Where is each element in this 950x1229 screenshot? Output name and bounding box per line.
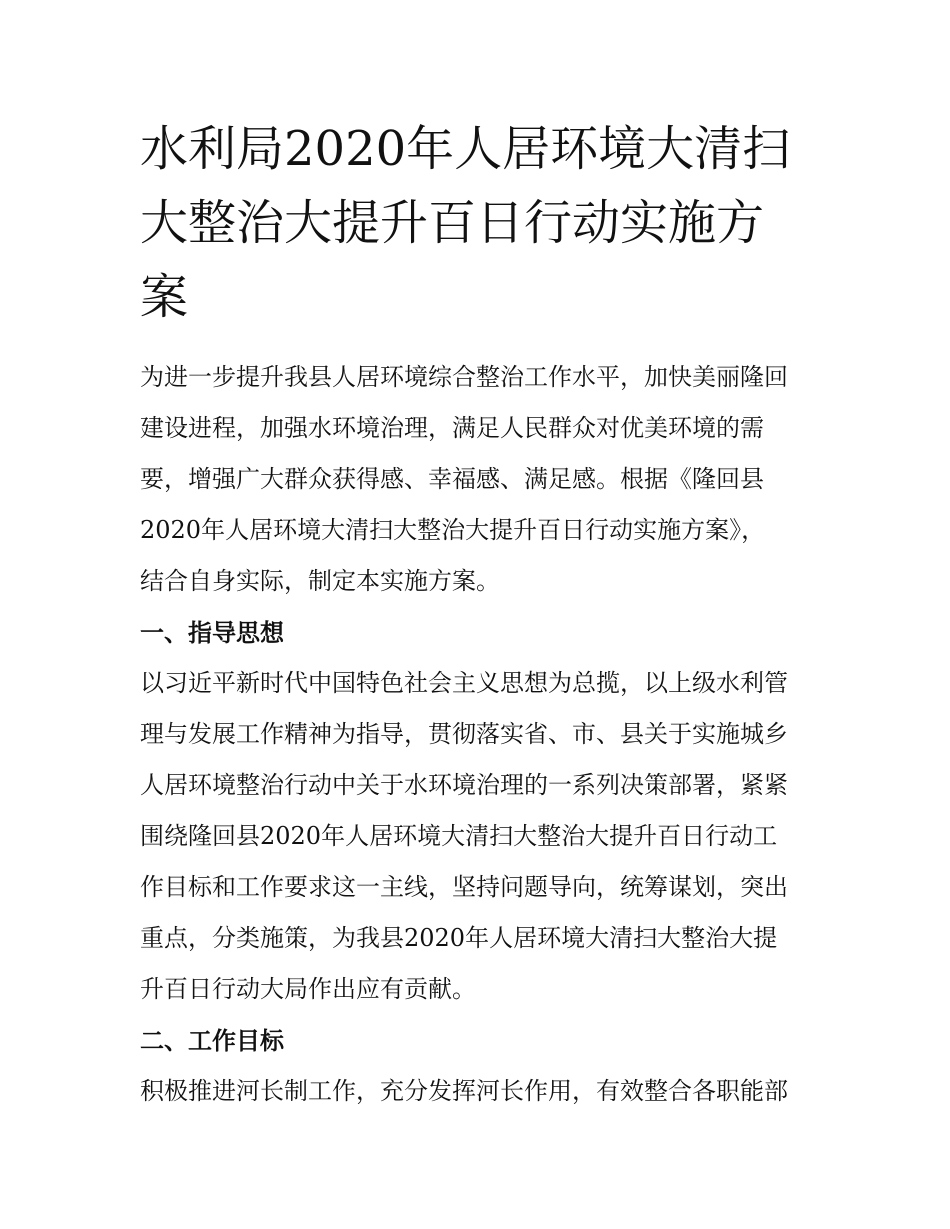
section-body: 积极推进河长制工作，充分发挥河长作用，有效整合各职能部 xyxy=(140,1077,788,1105)
section-body: 以习近平新时代中国特色社会主义思想为总揽，以上级水利管 理与发展工作精神为指导，贯彻落实省、市、县关于实施城乡 人居环境整治行动中关于水环境治理的一系列决策部署，紧紧 围绕隆回县2020年人居环境大清扫大整治大提升百日行动工 作目标和工作要求这一主线，坚持问题导向，统筹谋划，突出 重点，分类施策，为我县2020年人居环境大清扫大整治大提 升百日行动大局作出应有贡献。 xyxy=(140,669,788,1003)
document-title: 水利局2020年人居环境大清扫 大整治大提升百日行动实施方 案 xyxy=(140,121,791,325)
document-page xyxy=(140,112,812,1117)
section-guiding-ideology xyxy=(140,607,812,1015)
section-heading: 二、工作目标 xyxy=(140,1026,284,1055)
section-heading: 一、指导思想 xyxy=(140,618,284,647)
intro-paragraph: 为进一步提升我县人居环境综合整治工作水平，加快美丽隆回 建设进程，加强水环境治理，满足人民群众对优美环境的需 要，增强广大群众获得感、幸福感、满足感。根据《隆回县 2020年人居环境大清扫大整治大提升百日行动实施方案》， 结合自身实际，制定本实施方案。 xyxy=(140,363,788,595)
section-work-goals xyxy=(140,1015,812,1117)
